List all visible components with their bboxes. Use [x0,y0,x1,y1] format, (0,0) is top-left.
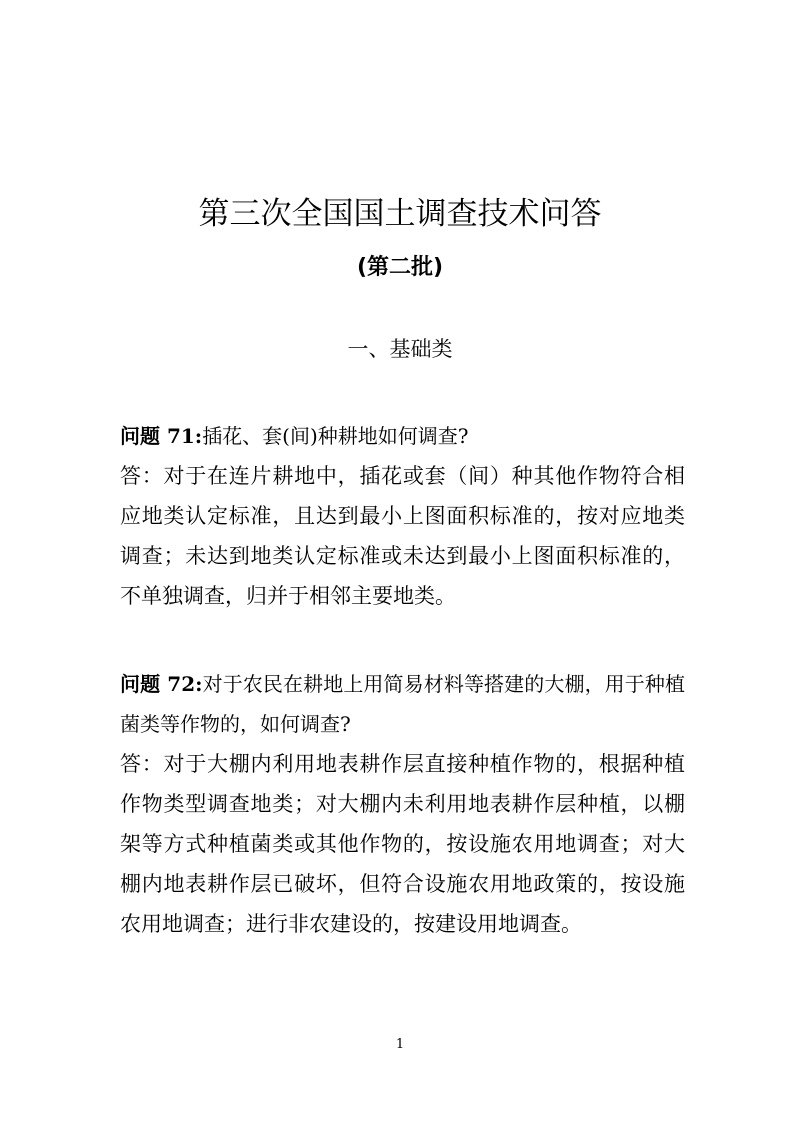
question-text: 对于农民在耕地上用简易材料等搭建的大棚，用于种植菌类等作物的，如何调查? [120,672,685,736]
question-72 [120,664,685,744]
question-label: 问题 72: [120,672,203,696]
question-text: 插花、套(间)种耕地如何调查? [202,424,469,448]
question-71 [120,416,685,456]
document-title: 第三次全国国土调查技术问答 [198,196,602,232]
section-heading: 一、基础类 [347,337,453,361]
answer-71: 答：对于在连片耕地中，插花或套（间）种其他作物符合相应地类认定标准，且达到最小上图面积标准的，按对应地类调查；未达到地类认定标准或未达到最小上图面积标准的，不单独调查，归并于相邻主要地类。 [120,464,685,608]
answer-72: 答：对于大棚内利用地表耕作层直接种植作物的，根据种植作物类型调查地类；对大棚内未利用地表耕作层种植，以棚架等方式种植菌类或其他作物的，按设施农用地调查；对大棚内地表耕作层已破坏，但符合设施农用地政策的，按设施农用地调查；进行非农建设的，按建设用地调查。 [120,752,685,936]
question-label: 问题 71: [120,424,203,448]
page-number: 1 [395,1037,405,1052]
qa-item-72 [120,664,685,944]
qa-item-71 [120,416,685,616]
document-subtitle: (第二批) [356,255,444,280]
